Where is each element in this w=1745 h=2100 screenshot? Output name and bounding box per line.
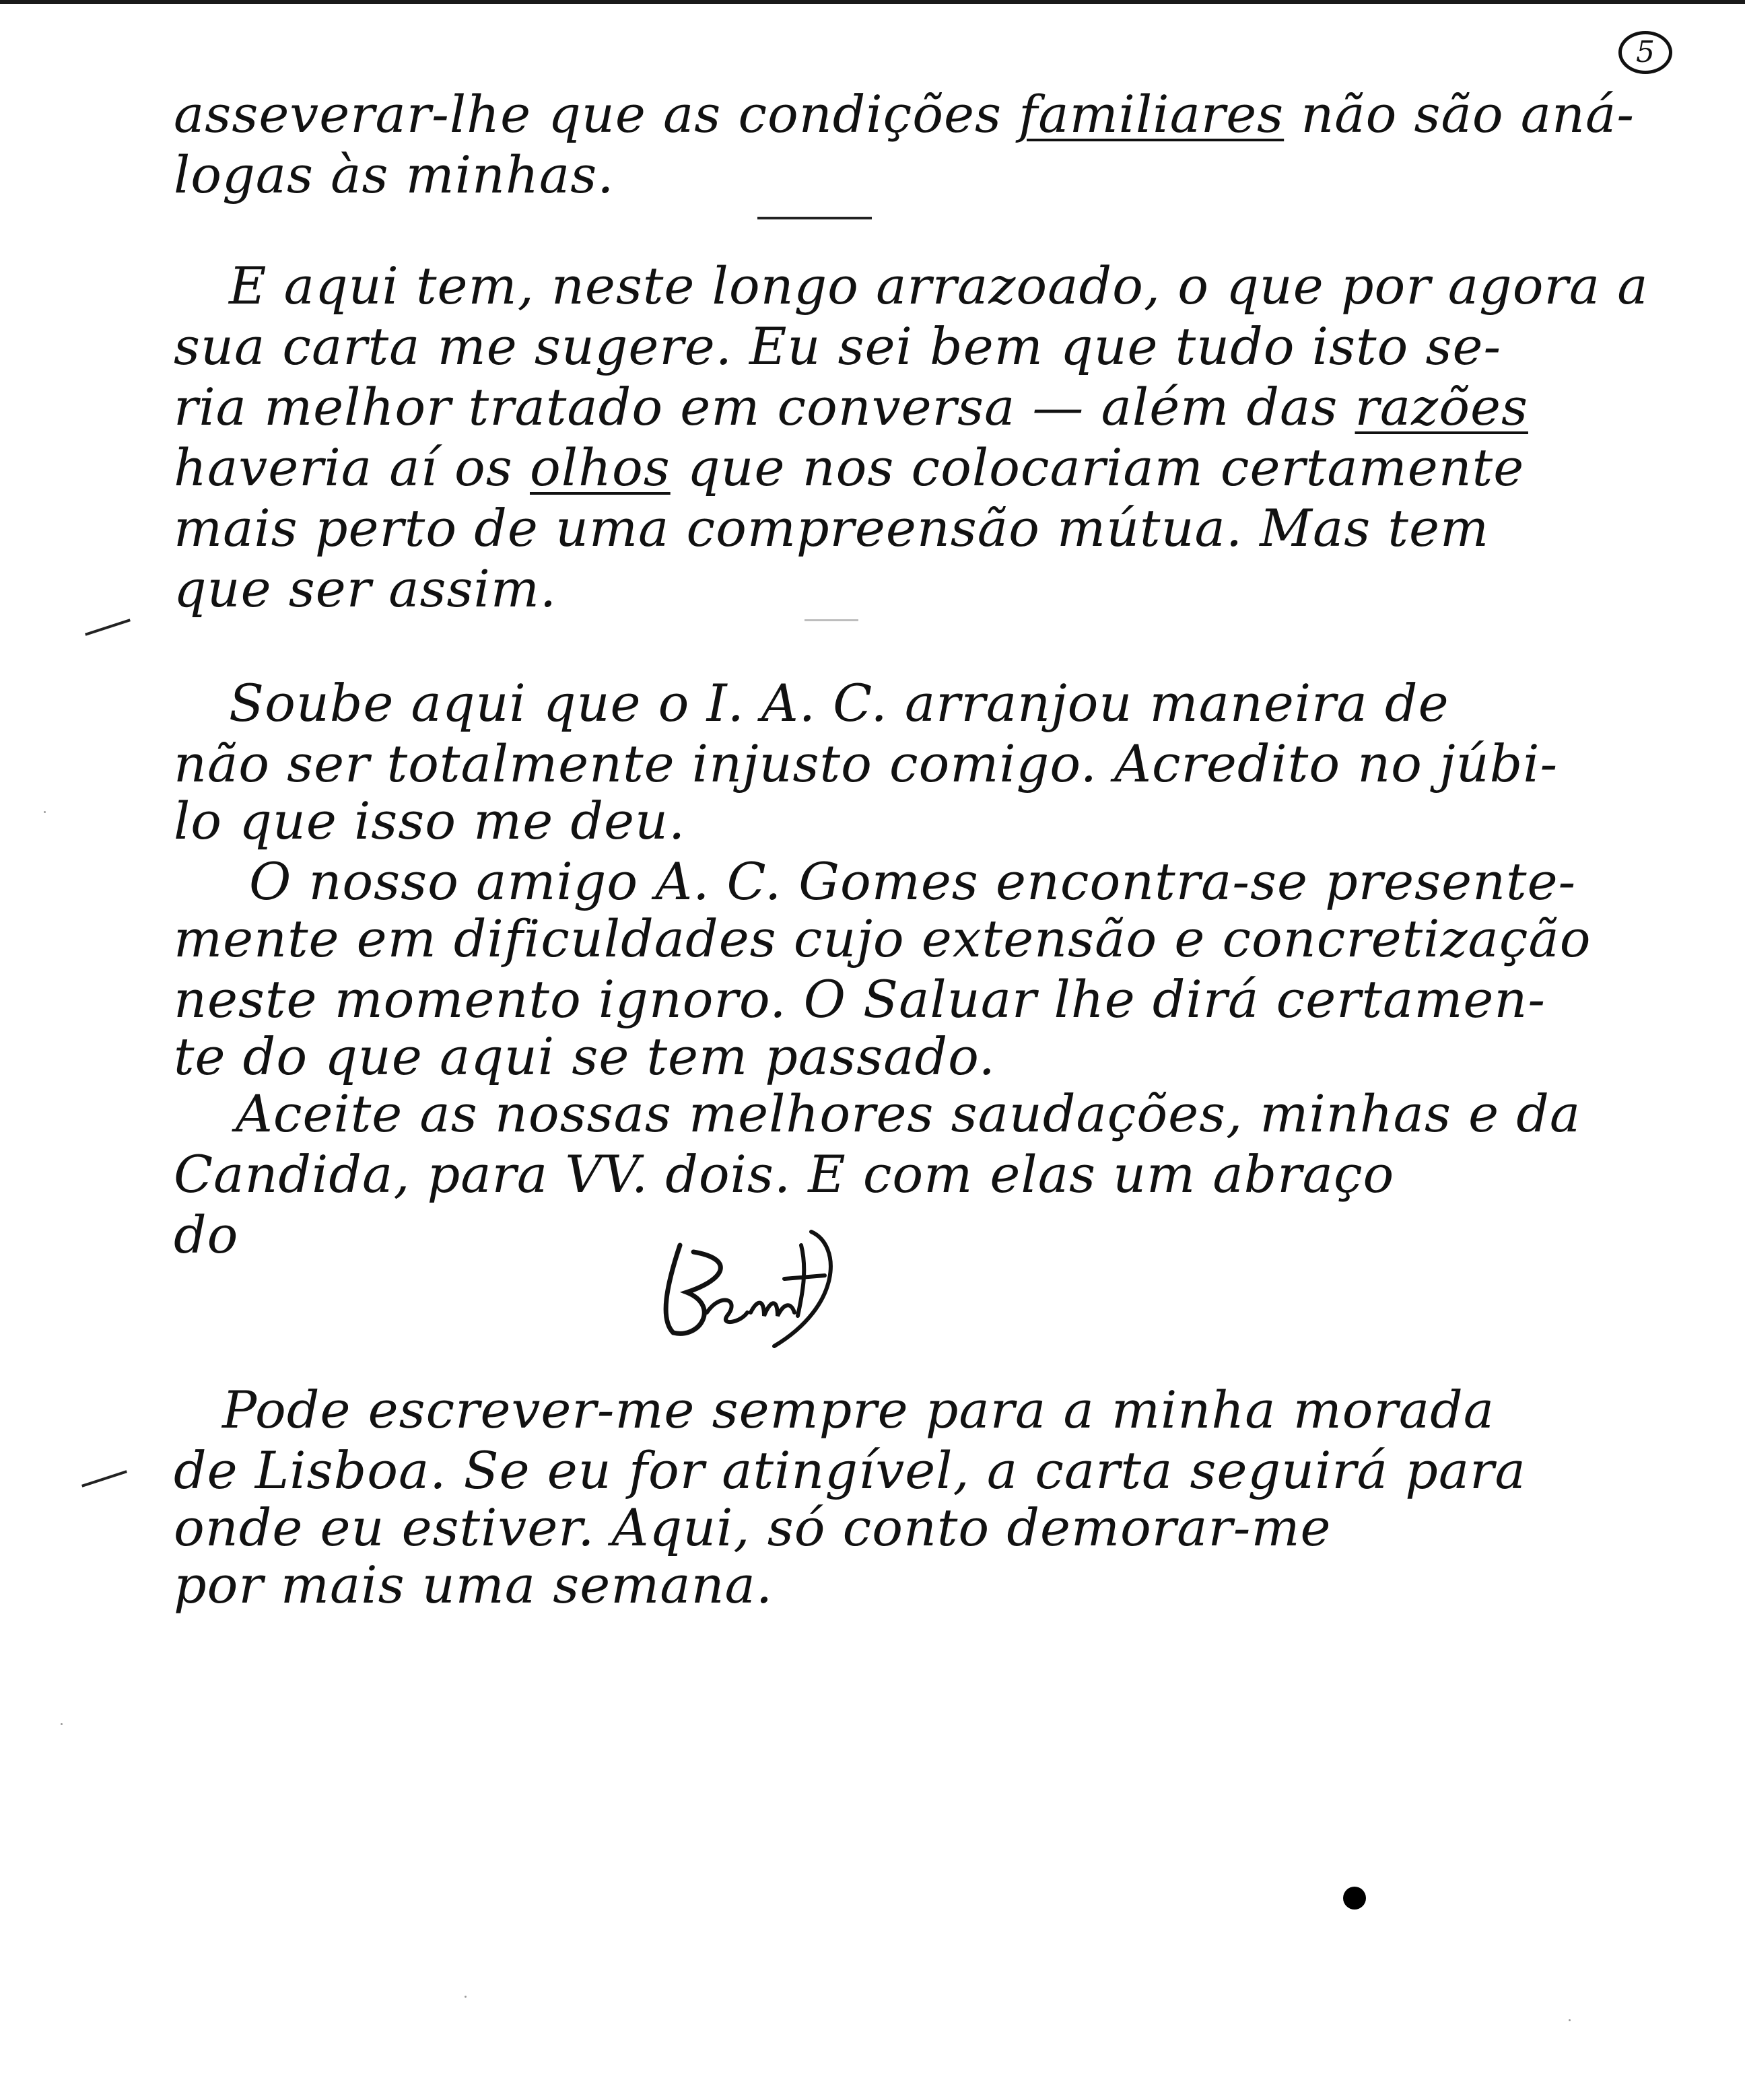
paper-speck (61, 1723, 63, 1725)
text-line: mais perto de uma compreensão mútua. Mas tem (174, 498, 1490, 558)
text-line: que ser assim. (174, 559, 557, 619)
text-line: asseverar-lhe que as condições familiares não são aná- (174, 84, 1635, 144)
text-line: O nosso amigo A. C. Gomes encontra-se presente- (249, 851, 1577, 911)
text-line: te do que aqui se tem passado. (174, 1026, 996, 1086)
text-line: Candida, para VV. dois. E com elas um abraço (174, 1144, 1395, 1204)
paper-speck (1569, 2019, 1571, 2021)
text-line: logas às minhas. (174, 145, 615, 205)
margin-mark (85, 619, 131, 635)
text-line: ria melhor tratado em conversa — além das razões (174, 377, 1528, 437)
section-divider (805, 619, 858, 621)
text-line: lo que isso me deu. (174, 791, 686, 851)
margin-mark (81, 1470, 127, 1487)
text-line: haveria aí os olhos que nos colocariam certamente (174, 438, 1525, 497)
section-divider (757, 217, 872, 219)
text-line: do (174, 1205, 239, 1265)
top-edge-rule (0, 0, 1745, 4)
text-line: sua carta me sugere. Eu sei bem que tudo isto se- (174, 316, 1502, 376)
text-line: Pode escrever-me sempre para a minha morada (222, 1380, 1495, 1440)
text-line: por mais uma semana. (174, 1555, 773, 1615)
text-line: não ser totalmente injusto comigo. Acredito no júbi- (174, 734, 1559, 794)
text-line: Soube aqui que o I. A. C. arranjou maneira de (229, 673, 1449, 733)
text-line: de Lisboa. Se eu for atingível, a carta seguirá para (174, 1440, 1526, 1500)
text-line: mente em dificuldades cujo extensão e concretização (174, 909, 1592, 969)
ink-dot (1343, 1887, 1366, 1910)
paper-speck (44, 811, 46, 813)
paper-speck (465, 1996, 467, 1998)
handwritten-signature (640, 1205, 882, 1366)
text-line: Aceite as nossas melhores saudações, minhas e da (236, 1084, 1581, 1144)
page-number: 5 (1618, 31, 1672, 74)
text-line: neste momento ignoro. O Saluar lhe dirá certamen- (174, 969, 1546, 1029)
text-line: onde eu estiver. Aqui, só conto demorar-me (174, 1498, 1332, 1558)
text-line: E aqui tem, neste longo arrazoado, o que por agora a (229, 256, 1649, 316)
